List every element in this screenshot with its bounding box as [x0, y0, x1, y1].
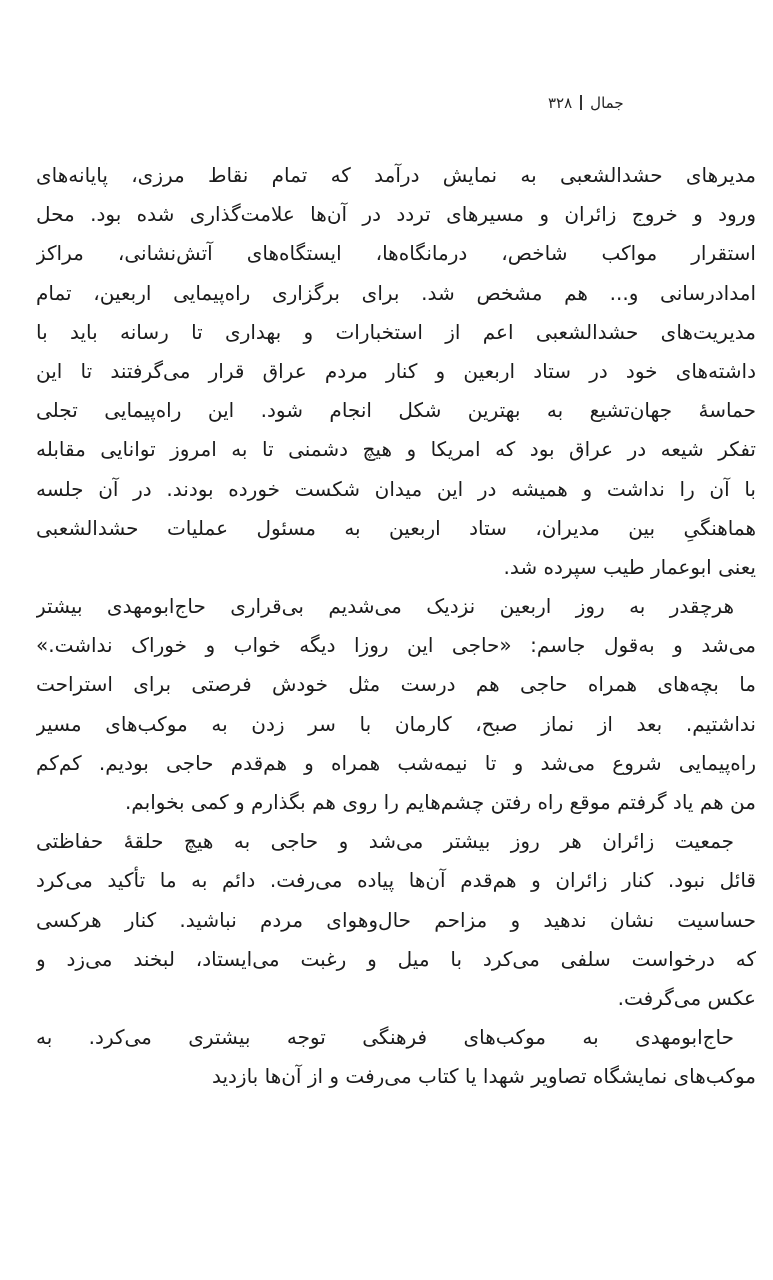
text-line: مدیرهای حشدالشعبی به نمایش درآمد که تمام نقاط مرزی، پایانه‌های [36, 163, 756, 187]
text-line: مدیریت‌های حشدالشعبی اعم از استخبارات و بهداری تا رسانه باید با [36, 319, 756, 344]
text-line: تفکر شیعه در عراق بود که امریکا و هیچ دشمنی تا به امروز توانایی مقابله [36, 437, 756, 462]
text-line: نداشتیم. بعد از نماز صبح، کارمان با سر زدن به موکب‌های مسیر [36, 711, 756, 736]
text-line: ورود و خروج زائران و مسیرهای تردد در آن‌ها علامت‌گذاری شده بود. محل [36, 202, 756, 227]
text-line: ما بچه‌های همراه حاجی هم درست مثل خودش فرصتی برای استراحت [36, 672, 756, 697]
header-inner [548, 92, 624, 114]
text-line: که درخواست سلفی می‌کرد با میل و رغبت می‌ایستاد، لبخند می‌زد و [36, 946, 756, 971]
running-header [0, 92, 773, 116]
text-line: جمعیت زائران هر روز بیشتر می‌شد و حاجی به هیچ حلقهٔ حفاظتی [36, 829, 734, 854]
header-separator [580, 95, 582, 110]
text-line: موکب‌های نمایشگاه تصاویر شهدا یا کتاب می‌رفت و از آن‌ها بازدید [211, 1064, 756, 1089]
text-line: قائل نبود. کنار زائران و هم‌قدم آن‌ها پیاده می‌رفت. دائم به ما تأکید می‌کرد [36, 868, 756, 893]
text-line: امدادرسانی و... هم مشخص شد. برای برگزاری راه‌پیمایی اربعین، تمام [36, 280, 756, 305]
text-line: راه‌پیمایی شروع می‌شد و تا نیمه‌شب همراه و هم‌قدم حاجی بودیم. کم‌کم [36, 750, 756, 775]
paragraph [36, 1018, 756, 1096]
body-text [36, 156, 756, 1097]
text-line: می‌شد و به‌قول جاسم: «حاجی این روزا دیگه خواب و خوراک نداشت.» [36, 633, 756, 658]
text-line: حاج‌ابومهدی به موکب‌های فرهنگی توجه بیشتری می‌کرد. به [36, 1025, 734, 1050]
text-line: با آن را نداشت و همیشه در این میدان شکست خورده بودند. در آن جلسه [36, 476, 756, 501]
text-line: یعنی ابوعمار طیب سپرده شد. [503, 554, 756, 579]
paragraph [36, 587, 756, 822]
text-line: داشته‌های خود در ستاد اربعین و کنار مردم عراق قرار می‌گرفتند تا این [36, 358, 756, 383]
page-number: ۳۲۸ [548, 94, 573, 112]
chapter-title: جمال [590, 94, 624, 112]
text-line: حساسیت نشان ندهید و مزاحم حال‌وهوای مردم نباشید. کنار هرکسی [36, 907, 756, 932]
paragraph [36, 822, 756, 1018]
text-line: عکس می‌گرفت. [617, 985, 756, 1010]
text-line: من هم یاد گرفتم موقع راه رفتن چشم‌هایم را روی هم بگذارم و کمی بخوابم. [124, 790, 756, 814]
text-line: حماسهٔ جهان‌تشیع به بهترین شکل انجام شود. این راه‌پیمایی تجلی [36, 398, 756, 423]
text-line: استقرار مواکب شاخص، درمانگاه‌ها، ایستگاه‌های آتش‌نشانی، مراکز [36, 241, 756, 266]
text-line: هماهنگیِ بین مدیران، ستاد اربعین به مسئول عملیات حشدالشعبی [36, 515, 756, 540]
text-line: هرچقدر به روز اربعین نزدیک می‌شدیم بی‌قراری حاج‌ابومهدی بیشتر [36, 594, 734, 619]
paragraph [36, 156, 756, 587]
